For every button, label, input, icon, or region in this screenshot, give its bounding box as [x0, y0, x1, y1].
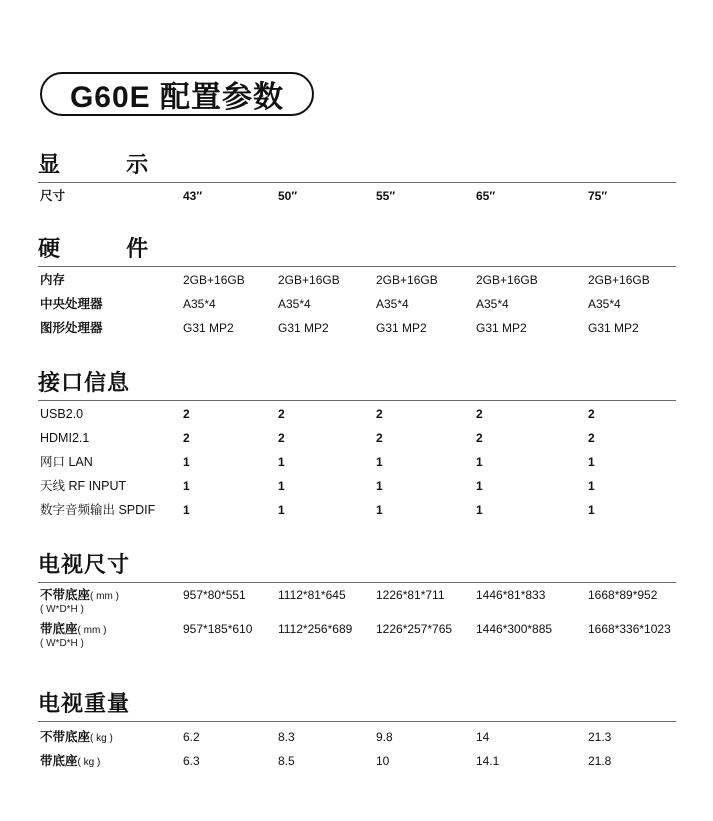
cell-value: 1	[183, 479, 190, 493]
cell-value: 2	[476, 407, 483, 421]
cell-value: 8.5	[278, 754, 295, 768]
cell-value: 1	[376, 455, 383, 469]
row-label: USB2.0	[40, 407, 84, 421]
page-title: G60E 配置参数	[69, 81, 285, 114]
row-label: 内存	[40, 273, 66, 287]
cell-value: 1668*336*1023	[588, 622, 671, 636]
cell-value: 1	[476, 503, 483, 517]
section-title: 显 示	[38, 152, 179, 177]
section-dimensions	[38, 550, 676, 655]
cell-value: 2	[376, 431, 383, 445]
row-label: 网口 LAN	[40, 455, 93, 469]
divider	[38, 721, 676, 722]
cell-value: 1	[588, 455, 595, 469]
cell-value: A35*4	[376, 297, 409, 311]
section-title: 接口信息	[38, 370, 131, 395]
cell-value: 1446*81*833	[476, 588, 546, 602]
cell-value: 2GB+16GB	[476, 273, 538, 287]
label-text: 带底座	[40, 622, 78, 636]
table-row	[38, 317, 676, 341]
cell-value: 14	[476, 730, 490, 744]
divider	[38, 266, 676, 267]
divider	[38, 400, 676, 401]
section-interfaces	[38, 368, 676, 523]
section-title: 电视尺寸	[38, 552, 131, 577]
cell-value: 1668*89*952	[588, 588, 658, 602]
cell-value: 1	[476, 479, 483, 493]
table-row	[38, 621, 676, 655]
cell-value: A35*4	[588, 297, 621, 311]
title-badge	[40, 72, 314, 116]
cell-value: G31 MP2	[588, 321, 639, 335]
cell-value: 2	[588, 431, 595, 445]
table-row	[38, 403, 676, 427]
row-label: 中央处理器	[40, 297, 103, 311]
section-title: 硬 件	[38, 236, 179, 261]
cell-value: 1	[278, 503, 285, 517]
row-label: 天线 RF INPUT	[40, 479, 127, 493]
label-sub: ( W*D*H )	[40, 604, 84, 615]
row-label	[40, 621, 106, 649]
size-value: 43″	[183, 189, 203, 203]
table-row	[38, 499, 676, 523]
cell-value: 2	[278, 407, 285, 421]
label-text: 不带底座	[40, 588, 91, 602]
cell-value: 2	[278, 431, 285, 445]
cell-value: 1	[278, 455, 285, 469]
cell-value: 6.3	[183, 754, 200, 768]
cell-value: 1	[278, 479, 285, 493]
row-label	[40, 587, 119, 615]
cell-value: 9.8	[376, 730, 393, 744]
cell-value: G31 MP2	[376, 321, 427, 335]
cell-value: 1	[588, 503, 595, 517]
unit-text: ( mm )	[90, 591, 119, 602]
section-weight	[38, 689, 676, 774]
label-sub: ( W*D*H )	[40, 638, 84, 649]
cell-value: 2GB+16GB	[278, 273, 340, 287]
table-row	[38, 587, 676, 621]
cell-value: 2	[588, 407, 595, 421]
cell-value: 8.3	[278, 730, 295, 744]
table-row	[38, 451, 676, 475]
table-row	[38, 269, 676, 293]
label-text: 带底座	[40, 754, 78, 768]
label-text: 不带底座	[40, 730, 91, 744]
cell-value: 2	[376, 407, 383, 421]
row-label: 图形处理器	[40, 321, 103, 335]
cell-value: G31 MP2	[183, 321, 234, 335]
cell-value: 1112*81*645	[278, 588, 346, 602]
row-label	[40, 726, 113, 750]
table-row	[38, 293, 676, 317]
cell-value: 1	[588, 479, 595, 493]
cell-value: 1	[183, 503, 190, 517]
cell-value: 2GB+16GB	[376, 273, 438, 287]
cell-value: 14.1	[476, 754, 500, 768]
size-value: 65″	[476, 189, 496, 203]
unit-text: ( mm )	[77, 625, 107, 636]
cell-value: A35*4	[476, 297, 509, 311]
row-label: 数字音频输出 SPDIF	[40, 503, 156, 517]
cell-value: 1226*257*765	[376, 622, 453, 636]
size-value: 50″	[278, 189, 298, 203]
unit-text: ( kg )	[90, 733, 113, 744]
cell-value: 2	[183, 407, 190, 421]
table-row	[38, 726, 676, 750]
cell-value: 10	[376, 754, 390, 768]
table-row	[38, 185, 676, 209]
cell-value: 2	[476, 431, 483, 445]
divider	[38, 582, 676, 583]
cell-value: 1226*81*711	[376, 588, 445, 602]
row-label	[40, 750, 100, 774]
row-label: HDMI2.1	[40, 431, 90, 445]
cell-value: A35*4	[278, 297, 311, 311]
divider	[38, 182, 676, 183]
table-row	[38, 427, 676, 451]
row-label: 尺寸	[40, 189, 66, 203]
table-row	[38, 475, 676, 499]
cell-value: G31 MP2	[278, 321, 329, 335]
section-hardware	[38, 234, 676, 341]
cell-value: 1	[376, 503, 383, 517]
cell-value: 2	[183, 431, 190, 445]
cell-value: 2GB+16GB	[183, 273, 245, 287]
cell-value: 1446*300*885	[476, 622, 553, 636]
cell-value: 957*185*610	[183, 622, 253, 636]
cell-value: 1	[183, 455, 190, 469]
table-row	[38, 750, 676, 774]
cell-value: 2GB+16GB	[588, 273, 650, 287]
cell-value: 957*80*551	[183, 588, 246, 602]
cell-value: 1	[376, 479, 383, 493]
size-value: 75″	[588, 189, 608, 203]
section-display	[38, 150, 676, 209]
cell-value: 1112*256*689	[278, 622, 353, 636]
cell-value: 21.3	[588, 730, 612, 744]
cell-value: G31 MP2	[476, 321, 527, 335]
cell-value: 21.8	[588, 754, 612, 768]
size-value: 55″	[376, 189, 396, 203]
cell-value: 1	[476, 455, 483, 469]
cell-value: 6.2	[183, 730, 200, 744]
section-title: 电视重量	[38, 691, 131, 716]
cell-value: A35*4	[183, 297, 216, 311]
unit-text: ( kg )	[77, 757, 101, 768]
